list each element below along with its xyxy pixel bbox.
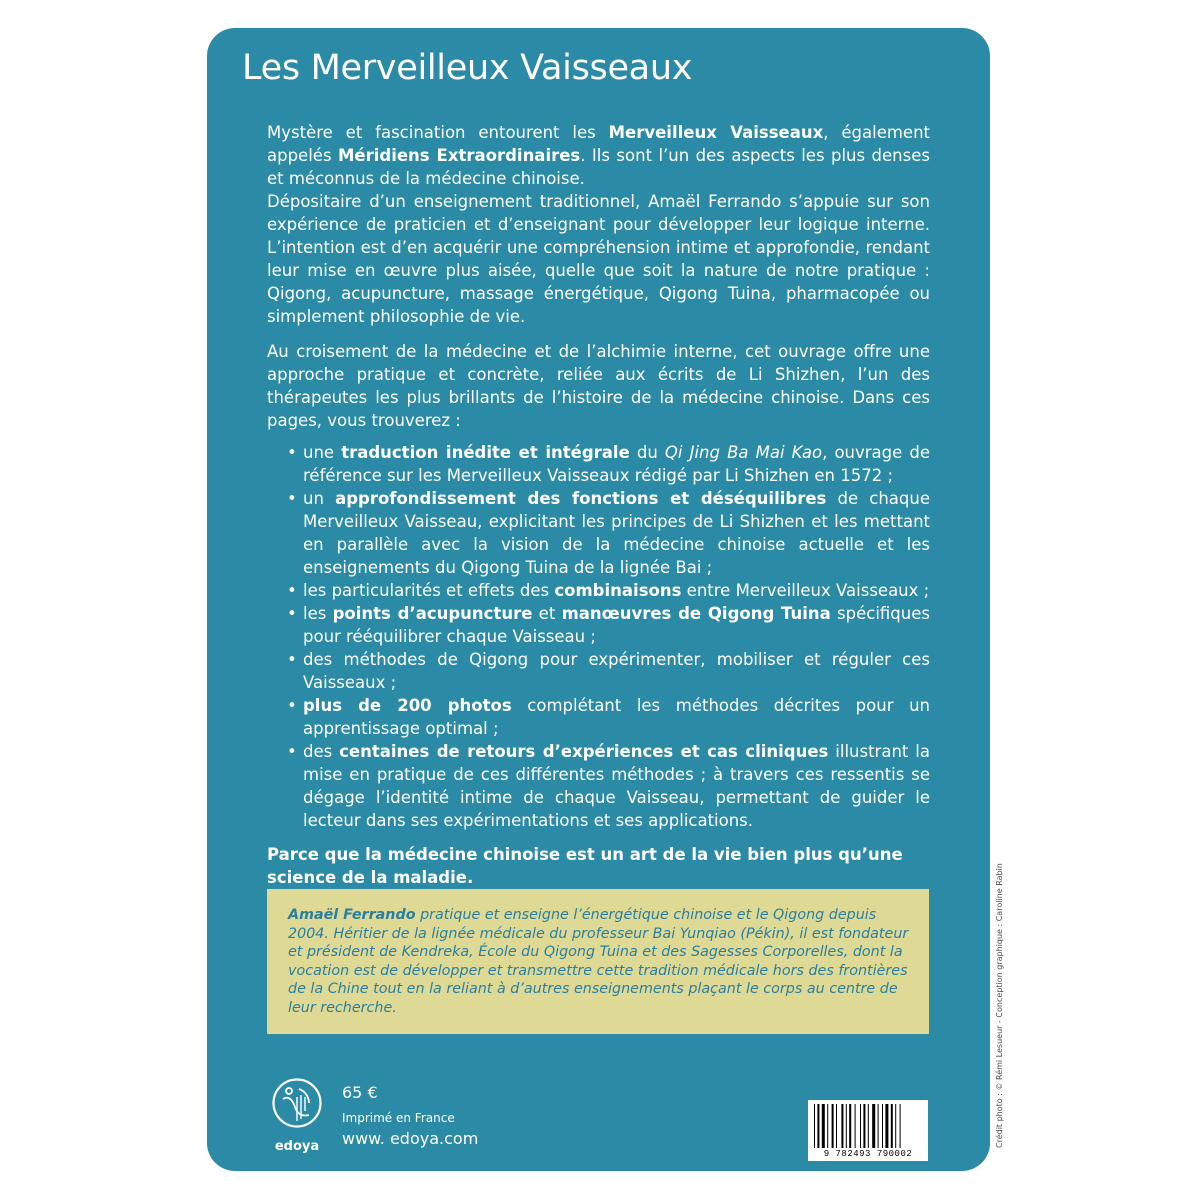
list-item: • plus de 200 photos complétant les méthodes décrites pour un apprentissage optimal ; xyxy=(287,696,930,738)
bullet-icon: • xyxy=(287,604,297,623)
barcode-bar xyxy=(846,1104,847,1148)
bullet-icon: • xyxy=(287,581,297,600)
barcode xyxy=(808,1100,928,1161)
barcode-bar xyxy=(814,1104,815,1148)
barcode-bar xyxy=(882,1104,883,1148)
barcode-bar xyxy=(827,1104,828,1148)
list-item: • un approfondissement des fonctions et déséquilibres de chaque Merveilleux Vaisseau, explicitant les principes de Li Shizhen et les mettant en parallèle avec la vision de la médecine chinoise actuelle et les enseignements du Qigong Tuina de la lignée Bai ; xyxy=(287,489,930,577)
barcode-bar xyxy=(868,1104,869,1148)
publisher-name: edoya xyxy=(274,1139,320,1154)
edoya-logo-icon xyxy=(271,1077,323,1129)
barcode-bar xyxy=(872,1104,875,1148)
list-item: • les points d’acupuncture et manœuvres de Qigong Tuina spécifiques pour rééquilibrer chaque Vaisseau ; xyxy=(287,604,930,646)
publisher-logo xyxy=(271,1077,323,1154)
description xyxy=(267,121,930,889)
barcode-number: 9 782493 790002 xyxy=(823,1149,913,1159)
photo-credit: Crédit photo : © Rémi Lesueur - Conception graphique : Caroline Rabin xyxy=(995,863,1004,1148)
barcode-bar xyxy=(878,1104,879,1148)
bullet-icon: • xyxy=(287,742,297,761)
printed-in: Imprimé en France xyxy=(342,1111,455,1125)
book-back-cover xyxy=(207,28,990,1171)
intro-paragraph-1: Mystère et fascination entourent les Merveilleux Vaisseaux, également appelés Méridiens Extraordinaires. Ils sont l’un des aspects les plus denses et méconnus de la médecine chinoise. xyxy=(267,123,930,188)
barcode-bar xyxy=(895,1104,896,1148)
bullet-icon: • xyxy=(287,443,297,462)
list-item: • une traduction inédite et intégrale du Qi Jing Ba Mai Kao, ouvrage de référence sur les Merveilleux Vaisseaux rédigé par Li Shizhen en 1572 ; xyxy=(287,443,931,485)
list-item: • des centaines de retours d’expériences et cas cliniques illustrant la mise en pratique de ces différentes méthodes ; à travers ces ressentis se dégage l’identité intime de chaque Vaisseau, permettant de guider le lecteur dans ses expérimentations et ses applications. xyxy=(287,742,930,830)
barcode-bar xyxy=(900,1104,901,1148)
feature-list xyxy=(267,441,930,832)
barcode-bar xyxy=(822,1104,825,1148)
website-link[interactable]: www. edoya.com xyxy=(342,1129,479,1148)
barcode-bar xyxy=(855,1104,856,1148)
author-bio: Amaël Ferrando pratique et enseigne l’énergétique chinoise et le Qigong depuis 2004. Héritier de la lignée médicale du professeur Bai Yunqiao (Pékin), il est fondateur et président de Kendreka, École du Qigong Tuina et des Sagesses Corporelles, dont la vocation est de développer et transmettre cette tradition médicale hors des frontières de la Chine tout en la reliant à d’autres enseignements plaçant le corps au centre de leur recherche. xyxy=(288,907,909,1016)
bullet-icon: • xyxy=(287,650,297,669)
price: 65 € xyxy=(342,1083,378,1102)
barcode-bar xyxy=(885,1104,888,1148)
barcode-bars xyxy=(814,1104,922,1148)
author-bio-box xyxy=(267,889,929,1034)
author-name: Amaël Ferrando xyxy=(288,907,416,923)
barcode-bar xyxy=(849,1104,851,1148)
bullet-icon: • xyxy=(287,489,297,508)
book-title: Les Merveilleux Vaisseaux xyxy=(242,48,693,88)
barcode-bar xyxy=(841,1104,843,1148)
intro-paragraph-3: Au croisement de la médecine et de l’alchimie interne, cet ouvrage offre une approche pratique et concrète, reliée aux écrits de Li Shizhen, l’un des thérapeutes les plus brillants de l’histoire de la médecine chinoise. Dans ces pages, vous trouverez : xyxy=(267,342,930,430)
closing-statement: Parce que la médecine chinoise est un art de la vie bien plus qu’une science de la maladie. xyxy=(267,845,903,887)
intro-paragraph-2: Dépositaire d’un enseignement traditionnel, Amaël Ferrando s’appuie sur son expérience de praticien et d’enseignant pour développer leur logique interne. L’intention est d’en acquérir une compréhension intime et approfondie, rendant leur mise en œuvre plus aisée, quelle que soit la nature de notre pratique : Qigong, acupuncture, massage énergétique, Qigong Tuina, pharmacopée ou simplement philosophie de vie. xyxy=(267,192,930,326)
list-item: • des méthodes de Qigong pour expérimenter, mobiliser et réguler ces Vaisseaux ; xyxy=(287,650,930,692)
barcode-bar xyxy=(863,1104,865,1148)
barcode-bar xyxy=(836,1104,837,1148)
bullet-icon: • xyxy=(287,696,297,715)
barcode-bar xyxy=(860,1104,861,1148)
barcode-bar xyxy=(832,1104,834,1148)
barcode-bar xyxy=(817,1104,819,1148)
barcode-bar xyxy=(891,1104,893,1148)
list-item: • les particularités et effets des combinaisons entre Merveilleux Vaisseaux ; xyxy=(287,581,930,600)
